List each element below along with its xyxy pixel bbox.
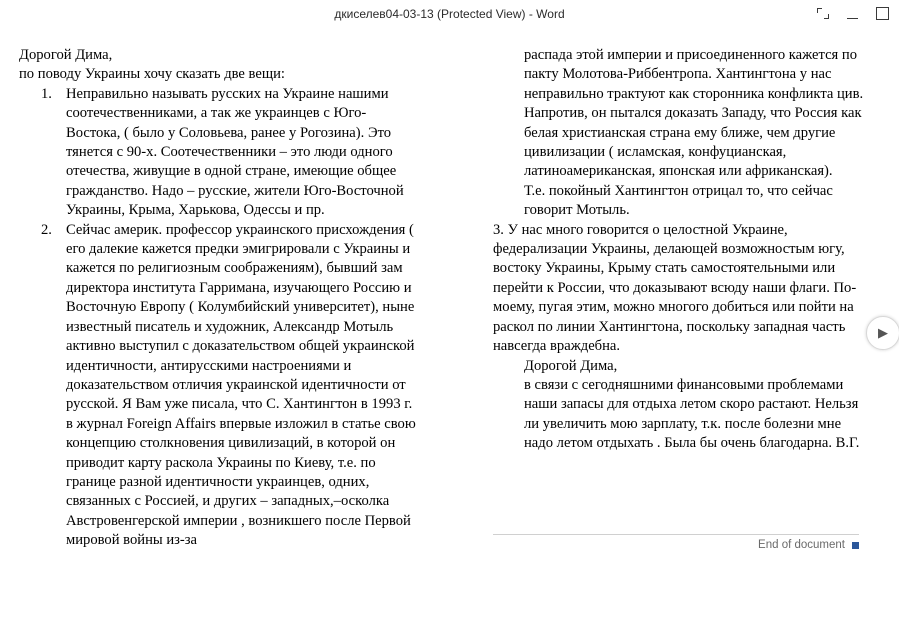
list-item: [19, 221, 419, 551]
chevron-right-icon: ▶: [878, 325, 888, 340]
list-item-text: Неправильно называть русских на Украине нашими соотечественниками, а так же украинцев с Юго-Востока, ( было у Соловьева, ранее у Рогозина). Это тянется с 90-х. Соотечественники – это люди одного отечества, живущие в одной стране, имеющие общее гражданство. Надо – русские, жители Юго-Восточной Украины, Крыма, Харькова, Одессы и пр.: [66, 85, 404, 219]
window-title-bar: [0, 0, 899, 28]
numbered-paragraph-3: 3. У нас много говорится о целостной Украинe, федерализации Украины, делающей возможностым югу, востоку Украины, Крыму стать самостоятельными или перейти к России, что доказывают всюду наши флаги. По-моему, пугая этим, можно многого добиться или пойти на раскол по линии Хантингтона, поскольку западная часть навсегда враждебна.: [493, 221, 857, 355]
minimize-icon[interactable]: [847, 8, 858, 21]
window-controls: [817, 0, 889, 28]
list-item-number: 2.: [41, 221, 52, 238]
end-of-document-marker: [758, 539, 859, 551]
end-of-document-label: End of document: [758, 539, 845, 551]
closing-body: в связи с сегодняшними финансовыми проблемами наши запасы для отдыха летом скоро растают. Нельзя ли увеличить мою зарплату, т.к. после болезни мне надо летом отдыхать . Была бы очень благодарна. В.Г.: [524, 376, 860, 452]
continuation-paragraph: распада этой империи и присоединенного кажется по пакту Молотова-Риббентропа. Хантингтона у нас неправильно трактуют как сторонника конфликта цив. Напротив, он пытался доказать Западу, что Россия как белая христианская страна ему ближе, чем другие цивилизации ( исламская, конфуцианская, латиноамериканская, японская или африканская).: [524, 47, 864, 180]
restore-icon[interactable]: [876, 7, 889, 22]
huntington-note-paragraph: Т.е. покойный Хантингтон отрицал то, что сейчас говорит Мотыль.: [524, 182, 833, 219]
ribbon-display-options-icon[interactable]: [817, 8, 829, 21]
document-column-left: [19, 46, 419, 551]
document-page: [0, 28, 899, 604]
next-page-button[interactable]: [866, 316, 899, 350]
end-of-document-divider: [493, 534, 859, 535]
document-column-right: [493, 46, 871, 454]
window-title: дкиселев04-03-13 (Protected View) - Word: [334, 7, 565, 21]
list-item-number: 1.: [41, 85, 52, 102]
end-of-document-square-icon: [852, 542, 859, 549]
intro-line: по поводу Украины хочу сказать две вещи:: [19, 66, 285, 83]
greeting-line: Дорогой Дима,: [19, 47, 113, 63]
closing-greeting: Дорогой Дима,: [524, 357, 618, 374]
column-separator: [437, 56, 438, 632]
list-item: [19, 85, 419, 221]
list-item-text: Сейчас америк. профессор украинского присхождения ( его далекие кажется предки эмигрировали с Украины и кажется по религиозным соображениям), бывший зам директора института Гарримана, изучающего Россию и Восточную Европу ( Колумбийский университет), ныне известный писатель и художник, Александр Мотыль активно выступил с доказательством общей украинской идентичности, антирусскими настроениями и доказательством отличия украинской идентичности от русской. Я Вам уже писала, что С. Хантингтон в 1993 г. в журнал Foreign Affairs впервые изложил в статье свою концепцию столкновения цивилизаций, в которой он приводит карту раскола Украины по Киеву, т.е. по границе разной идентичности украинцев, одних, связанных с Россией, и других – западных,–осколка Австровенгерской империи , возникшего после Первой мировой войны из-за: [66, 221, 416, 549]
